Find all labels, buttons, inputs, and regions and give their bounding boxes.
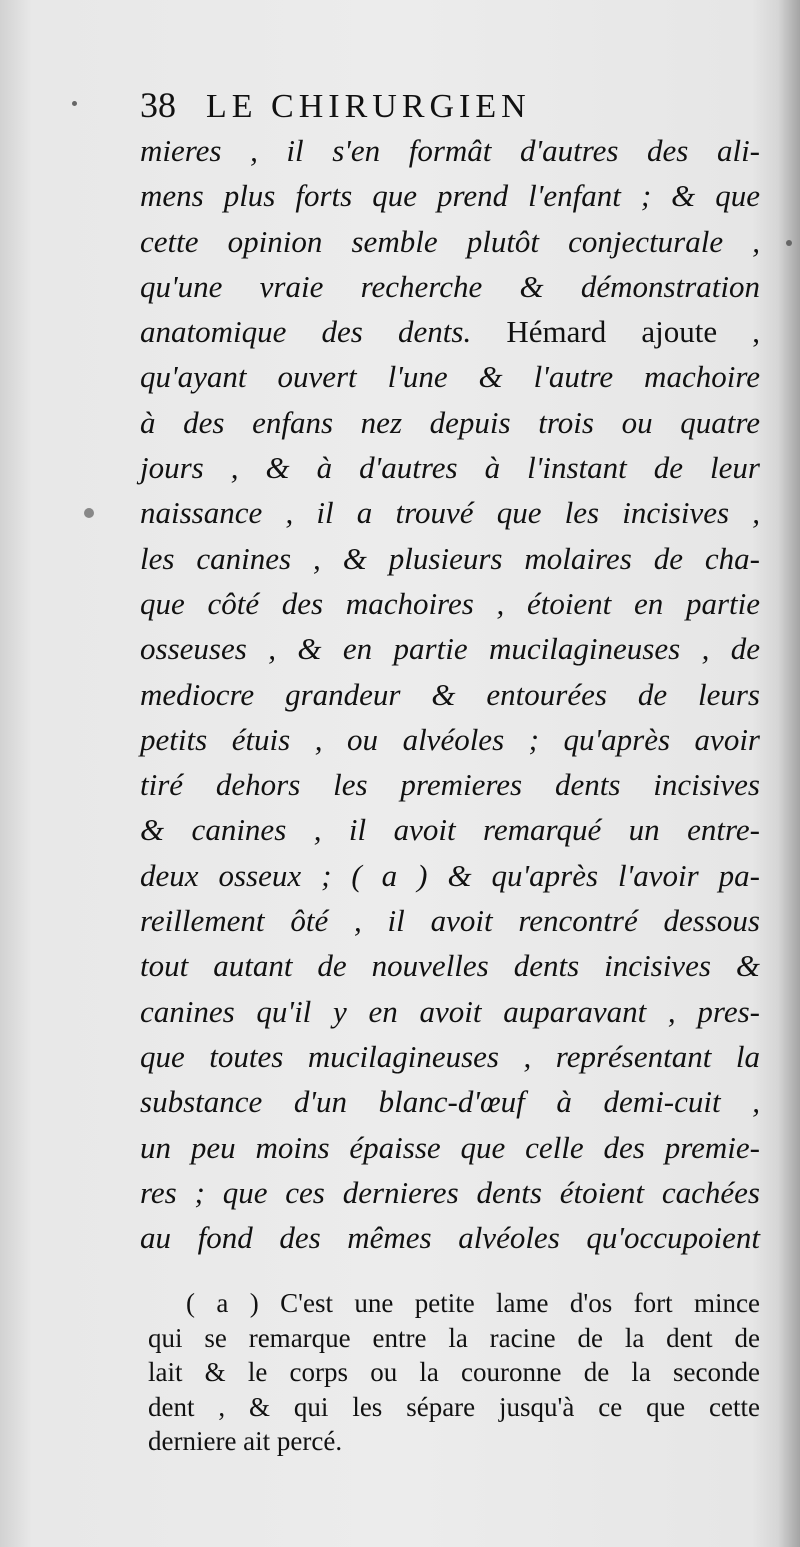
text-line: reillement ôté , il avoit rencontré dessous [140, 903, 760, 939]
page-number: 38 [140, 85, 176, 125]
text-line: mieres , il s'en formât d'autres des ali- [140, 133, 760, 168]
text-line: deux osseux ; ( a ) & qu'après l'avoir pa- [140, 857, 760, 893]
text-line: jours , & à d'autres à l'instant de leur [140, 450, 760, 486]
text-line: qu'une vraie recherche & démonstration [140, 268, 760, 304]
text-line: que toutes mucilagineuses , représentant la [140, 1038, 760, 1074]
text-segment-italic: anatomique des dents. [140, 314, 472, 350]
text-line: naissance , il a trouvé que les incisives , [140, 495, 760, 531]
ink-speck [84, 508, 94, 518]
text-line: tiré dehors les premieres dents incisives [140, 767, 760, 803]
ink-speck [72, 101, 77, 106]
body-text [140, 128, 760, 1260]
text-line: mens plus forts que prend l'enfant ; & que [140, 178, 760, 214]
footnote-line: lait & le corps ou la couronne de la seconde [148, 1357, 760, 1387]
footnote-line: dent , & qui les sépare jusqu'à ce que cette [148, 1391, 760, 1422]
text-line: les canines , & plusieurs molaires de cha- [140, 540, 760, 576]
text-segment-roman: Hémard ajoute , [506, 314, 761, 350]
text-line: au fond des mêmes alvéoles qu'occupoient [140, 1220, 760, 1256]
text-line: cette opinion semble plutôt conjecturale , [140, 223, 760, 259]
text-line: un peu moins épaisse que celle des premie- [140, 1129, 760, 1165]
text-line: tout autant de nouvelles dents incisives & [140, 948, 760, 984]
text-line-mixed [140, 309, 760, 354]
text-line: & canines , il avoit remarqué un entre- [140, 812, 760, 848]
footnote-line: derniere ait percé. [148, 1426, 343, 1456]
footnote-line: ( a ) C'est une petite lame d'os fort mince [186, 1288, 760, 1318]
page-header [140, 84, 660, 130]
footnote [148, 1286, 760, 1459]
text-line: qu'ayant ouvert l'une & l'autre machoire [140, 359, 760, 395]
text-line: mediocre grandeur & entourées de leurs [140, 676, 760, 712]
text-line: res ; que ces dernieres dents étoient cachées [140, 1174, 760, 1210]
page-edge-shadow [778, 0, 800, 1547]
footnote-line: qui se remarque entre la racine de la dent de [148, 1322, 760, 1353]
running-head: LE CHIRURGIEN [206, 88, 531, 125]
text-line: petits étuis , ou alvéoles ; qu'après avoir [140, 721, 760, 757]
text-line: à des enfans nez depuis trois ou quatre [140, 404, 760, 440]
ink-speck [786, 240, 792, 246]
text-line: que côté des machoires , étoient en partie [140, 585, 760, 621]
text-line: substance d'un blanc-d'œuf à demi-cuit , [140, 1084, 760, 1120]
text-line: canines qu'il y en avoit auparavant , pres- [140, 993, 760, 1029]
text-line: osseuses , & en partie mucilagineuses , de [140, 631, 760, 667]
